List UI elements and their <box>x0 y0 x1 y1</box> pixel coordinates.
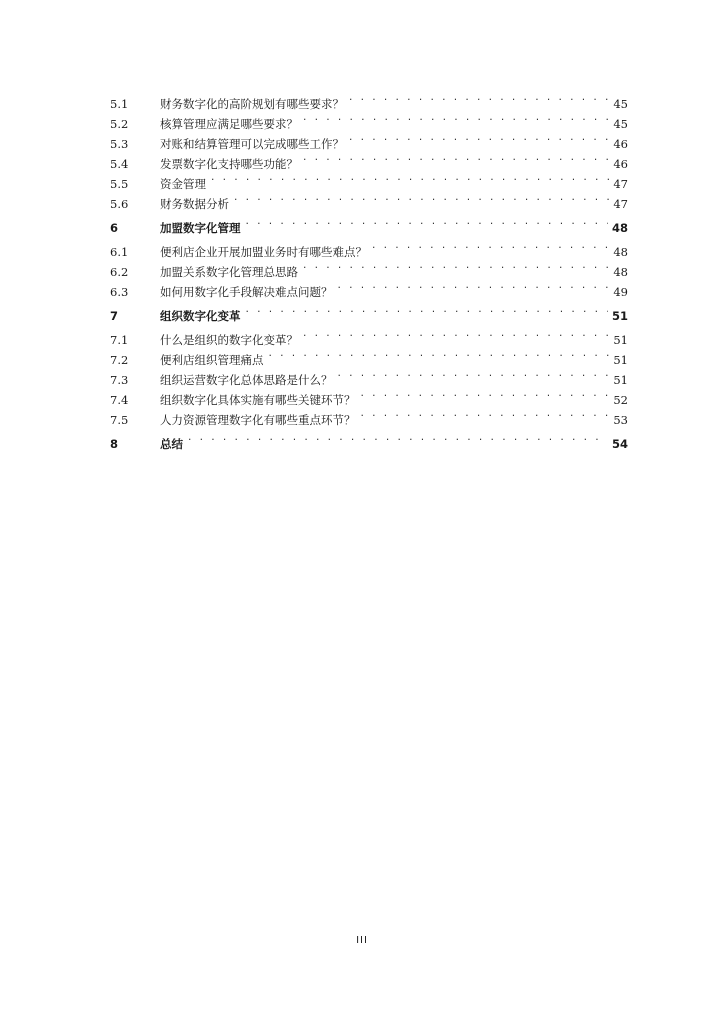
toc-entry-number: 7.5 <box>110 413 129 427</box>
toc-entry-number: 6 <box>110 221 119 235</box>
toc-entry-number: 8 <box>110 437 119 451</box>
toc-entry-page: 46 <box>613 137 628 151</box>
toc-entry-page: 51 <box>613 353 628 367</box>
toc-entry-number: 7 <box>110 309 119 323</box>
toc-section-entry[interactable] <box>110 324 628 347</box>
toc-entry-number: 5.3 <box>110 137 129 151</box>
toc-entry-page: 52 <box>613 393 628 407</box>
toc-dot-leader <box>360 384 610 404</box>
page-number: III <box>356 935 368 946</box>
toc-entry-title[interactable]: 什么是组织的数字化变革？ <box>160 333 298 347</box>
toc-entry-number: 5.6 <box>110 197 129 211</box>
toc-dot-leader <box>210 168 609 188</box>
toc-entry-title[interactable]: 人力资源管理数字化有哪些重点环节？ <box>160 413 356 427</box>
toc-entry-title[interactable]: 如何用数字化手段解决难点问题？ <box>160 285 333 299</box>
toc-entry-page: 53 <box>613 413 628 427</box>
toc-entry-number: 6.2 <box>110 265 129 279</box>
toc-chapter-entry[interactable] <box>110 300 628 323</box>
toc-entry-page: 47 <box>613 197 628 211</box>
toc-entry-title[interactable]: 便利店企业开展加盟业务时有哪些难点？ <box>160 245 367 259</box>
toc-entry-page: 51 <box>613 373 628 387</box>
toc-dot-leader <box>360 404 610 424</box>
toc-entry-number: 5.1 <box>110 97 129 111</box>
toc-entry-title[interactable]: 组织数字化具体实施有哪些关键环节？ <box>160 393 356 407</box>
toc-entry-page: 45 <box>613 97 628 111</box>
toc-chapter-entry[interactable] <box>110 428 628 451</box>
toc-dot-leader <box>245 300 608 320</box>
toc-entry-number: 5.4 <box>110 157 129 171</box>
toc-entry-page: 48 <box>613 265 628 279</box>
toc-section-entry[interactable] <box>110 236 628 259</box>
toc-dot-leader <box>233 188 609 208</box>
toc-dot-leader <box>268 344 610 364</box>
toc-section-entry[interactable] <box>110 88 628 111</box>
toc-dot-leader <box>337 364 610 384</box>
toc-dot-leader <box>302 256 609 276</box>
toc-dot-leader <box>302 324 609 344</box>
toc-entry-page: 48 <box>613 245 628 259</box>
toc-dot-leader <box>371 236 609 256</box>
toc-dot-leader <box>302 148 609 168</box>
toc-entry-page: 54 <box>611 437 628 451</box>
toc-entry-title[interactable]: 总结 <box>160 437 183 451</box>
toc-entry-page: 51 <box>611 309 628 323</box>
toc-entry-number: 7.3 <box>110 373 129 387</box>
toc-entry-page: 48 <box>611 221 628 235</box>
toc-dot-leader <box>302 108 609 128</box>
toc-entry-number: 5.5 <box>110 177 129 191</box>
toc-entry-number: 7.2 <box>110 353 129 367</box>
toc-dot-leader <box>348 128 609 148</box>
toc-chapter-entry[interactable] <box>110 212 628 235</box>
toc-entry-title[interactable]: 发票数字化支持哪些功能？ <box>160 157 298 171</box>
toc-dot-leader <box>337 276 610 296</box>
toc-entry-title[interactable]: 财务数字化的高阶规划有哪些要求？ <box>160 97 344 111</box>
toc-entry-title[interactable]: 加盟数字化管理 <box>160 221 241 235</box>
toc-entry-page: 46 <box>613 157 628 171</box>
toc-entry-number: 6.1 <box>110 245 129 259</box>
toc-entry-page: 49 <box>613 285 628 299</box>
toc-entry-title[interactable]: 核算管理应满足哪些要求？ <box>160 117 298 131</box>
toc-entry-title[interactable]: 财务数据分析 <box>160 197 229 211</box>
toc-entry-title[interactable]: 便利店组织管理痛点 <box>160 353 264 367</box>
toc-dot-leader <box>245 212 608 232</box>
toc-entry-page: 47 <box>613 177 628 191</box>
toc-entry-title[interactable]: 组织运营数字化总体思路是什么？ <box>160 373 333 387</box>
toc-entry-number: 6.3 <box>110 285 129 299</box>
toc-entry-page: 45 <box>613 117 628 131</box>
table-of-contents <box>110 88 628 452</box>
toc-entry-number: 5.2 <box>110 117 129 131</box>
toc-entry-title[interactable]: 加盟关系数字化管理总思路 <box>160 265 298 279</box>
toc-entry-title[interactable]: 资金管理 <box>160 177 206 191</box>
toc-entry-page: 51 <box>613 333 628 347</box>
toc-dot-leader <box>187 428 608 448</box>
toc-entry-number: 7.1 <box>110 333 129 347</box>
toc-entry-number: 7.4 <box>110 393 129 407</box>
toc-entry-title[interactable]: 对账和结算管理可以完成哪些工作？ <box>160 137 344 151</box>
toc-entry-title[interactable]: 组织数字化变革 <box>160 309 241 323</box>
toc-dot-leader <box>348 88 609 108</box>
